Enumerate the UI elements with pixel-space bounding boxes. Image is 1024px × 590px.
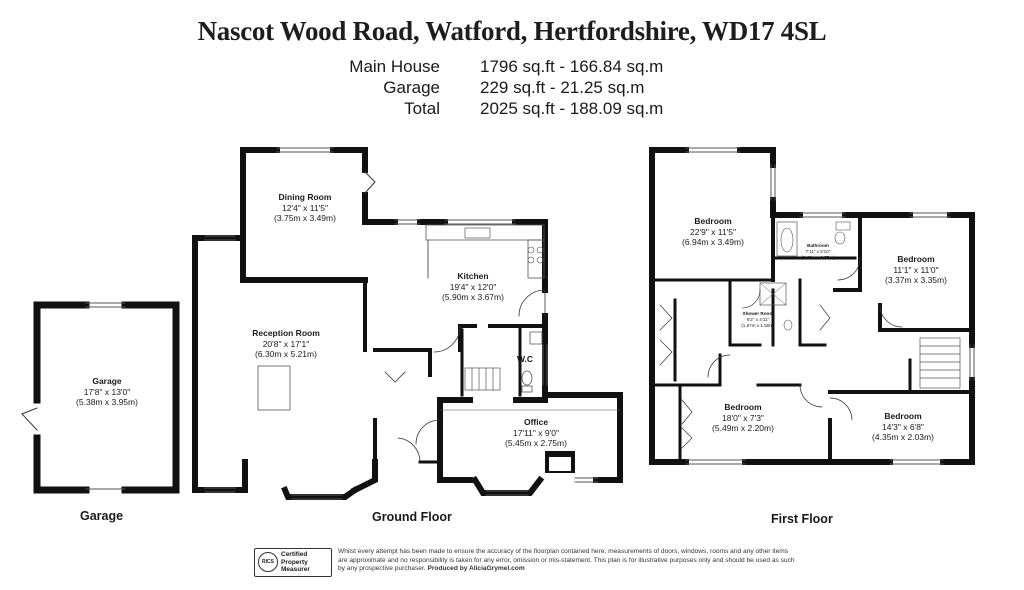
room-shower-name: Shower Room bbox=[742, 311, 774, 316]
room-bedroom-1-metric: (6.94m x 3.49m) bbox=[682, 237, 744, 247]
room-bathroom-imperial: 7'11" x 5'10" bbox=[805, 249, 831, 254]
area-label: Total bbox=[404, 99, 440, 118]
floor-label-garage: Garage bbox=[80, 509, 124, 523]
footer bbox=[254, 548, 794, 576]
rics-logo-icon: RICS bbox=[258, 552, 278, 572]
badge-line-3: Measurer bbox=[281, 566, 310, 573]
floor-label-ground: Ground Floor bbox=[372, 510, 452, 524]
disclaimer-producer: Produced by AliciaGrymel.com bbox=[427, 565, 525, 573]
room-bedroom-2-metric: (3.37m x 3.35m) bbox=[885, 275, 947, 285]
room-bedroom-3-metric: (5.49m x 2.20m) bbox=[712, 423, 774, 433]
room-wc-name: W.C bbox=[516, 354, 534, 364]
room-bedroom-1-name: Bedroom bbox=[694, 216, 732, 226]
rics-badge-text bbox=[281, 551, 310, 574]
disclaimer-text: Whilst every attempt has been made to ensure the accuracy of the floorplan contained here, measurements of doors, windows, rooms and any other items are approximate and no responsibility is taken for any error, omission or mis-statement. This plan is for illustrative purposes only and should be used as such by any prospective purchaser. bbox=[338, 548, 795, 573]
room-bedroom-4-name: Bedroom bbox=[884, 411, 922, 421]
room-dining-name: Dining Room bbox=[278, 192, 332, 202]
room-bedroom-2-name: Bedroom bbox=[897, 254, 935, 264]
room-office-metric: (5.45m x 2.75m) bbox=[505, 438, 567, 448]
room-kitchen-imperial: 19'4" x 12'0" bbox=[449, 282, 497, 292]
room-dining-metric: (3.75m x 3.49m) bbox=[274, 213, 336, 223]
room-bedroom-3-name: Bedroom bbox=[724, 402, 762, 412]
room-shower-imperial: 6'2" x 4'11" bbox=[746, 317, 770, 322]
area-label: Garage bbox=[383, 78, 440, 97]
area-value: 2025 sq.ft - 188.09 sq.m bbox=[480, 99, 664, 118]
room-bedroom-2-imperial: 11'1" x 11'0" bbox=[893, 265, 939, 275]
room-shower-metric: (1.87m x 1.50m) bbox=[741, 323, 775, 328]
room-garage-metric: (5.38m x 3.95m) bbox=[76, 397, 138, 407]
room-office-imperial: 17'11" x 9'0" bbox=[513, 428, 559, 438]
first-floor-plan bbox=[652, 148, 974, 464]
room-kitchen-metric: (5.90m x 3.67m) bbox=[442, 292, 504, 302]
room-garage-imperial: 17'8" x 13'0" bbox=[83, 387, 131, 397]
room-kitchen-name: Kitchen bbox=[457, 271, 489, 281]
room-reception-metric: (6.30m x 5.21m) bbox=[255, 349, 317, 359]
floor-label-first: First Floor bbox=[771, 512, 833, 526]
area-value: 1796 sq.ft - 166.84 sq.m bbox=[480, 57, 664, 76]
area-label: Main House bbox=[349, 57, 440, 76]
rics-badge bbox=[254, 548, 332, 577]
room-bedroom-3-imperial: 18'0" x 7'3" bbox=[722, 413, 764, 423]
room-reception-name: Reception Room bbox=[252, 328, 320, 338]
room-garage-name: Garage bbox=[92, 376, 122, 386]
room-bathroom-metric: (2.42m x 1.77m) bbox=[801, 255, 835, 260]
room-dining-imperial: 12'4" x 11'5" bbox=[282, 203, 328, 213]
room-bedroom-4-metric: (4.35m x 2.03m) bbox=[872, 432, 934, 442]
badge-line-1: Certified bbox=[281, 551, 308, 558]
room-office-name: Office bbox=[523, 417, 549, 427]
room-bathroom-name: Bathroom bbox=[807, 243, 829, 248]
area-value: 229 sq.ft - 21.25 sq.m bbox=[480, 78, 645, 97]
room-reception-imperial: 20'8" x 17'1" bbox=[262, 339, 310, 349]
page-title: Nascot Wood Road, Watford, Hertfordshire, WD17 4SL bbox=[197, 16, 827, 46]
badge-line-2: Property bbox=[281, 558, 308, 566]
room-bedroom-1-imperial: 22'9" x 11'5" bbox=[690, 227, 736, 237]
disclaimer bbox=[338, 548, 798, 574]
room-bedroom-4-imperial: 14'3" x 6'8" bbox=[882, 422, 924, 432]
room-labels bbox=[76, 192, 947, 448]
